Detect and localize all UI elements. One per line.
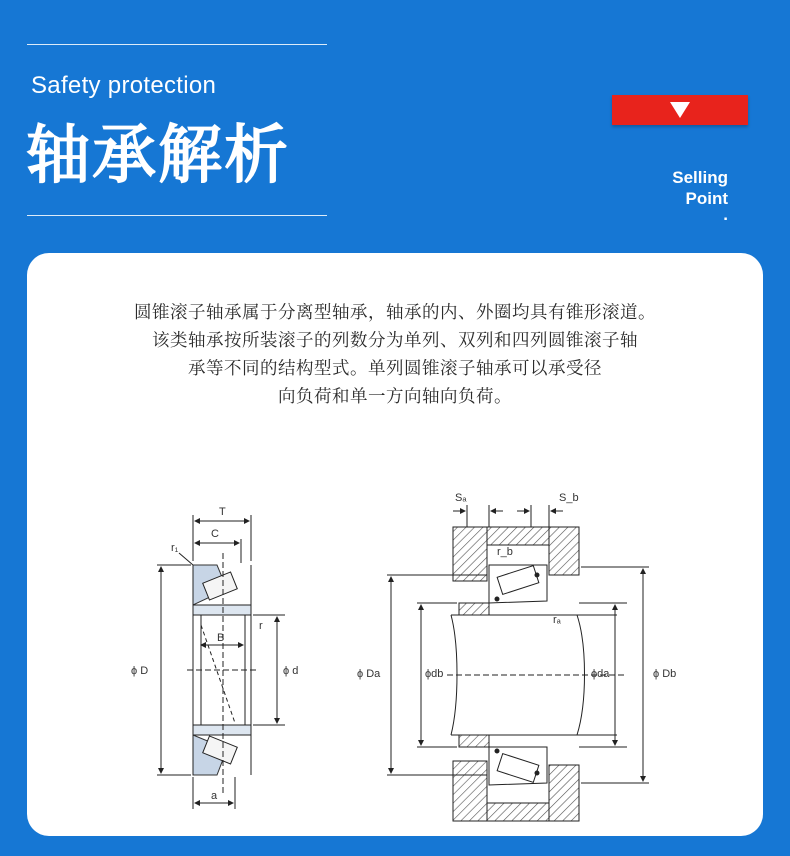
subtitle: Safety protection bbox=[31, 72, 217, 99]
label-r: r bbox=[259, 620, 263, 632]
label-a: a bbox=[211, 790, 218, 802]
left-bearing-drawing bbox=[157, 515, 285, 809]
point-line: Point bbox=[685, 189, 728, 208]
triangle-down-icon bbox=[670, 102, 690, 118]
label-B: B bbox=[217, 632, 225, 644]
right-bearing-drawing bbox=[387, 505, 649, 821]
label-d: ϕ d bbox=[283, 665, 299, 677]
label-Db: ϕ Db bbox=[653, 668, 677, 680]
label-r1: r₁ bbox=[171, 542, 179, 554]
label-da: ϕda bbox=[591, 668, 610, 680]
label-Sb: S_b bbox=[559, 492, 579, 504]
bearing-diagram bbox=[27, 253, 763, 836]
label-Sa: Sₐ bbox=[455, 492, 467, 504]
label-db: ϕdb bbox=[425, 668, 444, 680]
description-line-2: 该类轴承按所装滚子的列数分为单列、双列和四列圆锥滚子轴 bbox=[152, 331, 638, 351]
description-line-4: 向负荷和单一方向轴向负荷。 bbox=[278, 387, 512, 407]
label-C: C bbox=[211, 528, 219, 540]
label-rb: r_b bbox=[497, 546, 513, 558]
selling-line: Selling bbox=[672, 168, 728, 187]
description-line-3: 承等不同的结构型式。单列圆锥滚子轴承可以承受径 bbox=[188, 359, 602, 379]
label-Da: ϕ Da bbox=[357, 668, 381, 680]
selling-point-label bbox=[672, 167, 728, 224]
label-ra: rₐ bbox=[553, 614, 561, 626]
label-T: T bbox=[219, 506, 226, 518]
bottom-divider bbox=[27, 215, 327, 216]
dot: . bbox=[723, 205, 728, 224]
red-tag bbox=[612, 95, 748, 125]
page-title: 轴承解析 bbox=[26, 119, 290, 193]
description-line-1: 圆锥滚子轴承属于分离型轴承，轴承的内、外圈均具有锥形滚道。 bbox=[134, 303, 656, 323]
content-card bbox=[27, 253, 763, 836]
label-D: ϕ D bbox=[131, 665, 149, 677]
top-divider bbox=[27, 44, 327, 45]
